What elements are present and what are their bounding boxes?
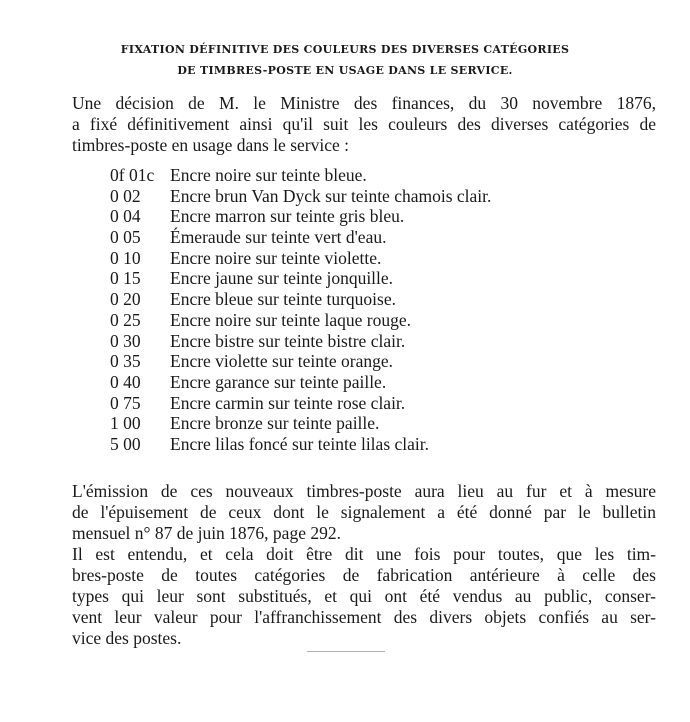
stamp-value: 0 05: [110, 227, 141, 248]
intro-line: a fixé définitivement ainsi qu'il suit les couleurs des diverses catégories de: [72, 114, 656, 134]
stamp-value: 0 30: [110, 330, 141, 351]
list-item: [110, 372, 491, 393]
stamp-value: 0f 01c: [110, 165, 155, 185]
stamp-color: Encre bronze sur teinte paille.: [170, 413, 380, 434]
list-item: [110, 434, 491, 455]
stamp-color: Encre noire sur teinte bleue.: [170, 165, 367, 185]
list-item: [110, 268, 491, 289]
list-item: [110, 393, 491, 414]
stamp-value: 0 10: [110, 247, 141, 268]
heading-line-2: DE TIMBRES-POSTE EN USAGE DANS LE SERVICE.: [177, 64, 513, 77]
list-item: [110, 289, 491, 310]
list-item: [110, 206, 491, 227]
paragraph-line: mensuel n° 87 de juin 1876, page 292.: [72, 523, 341, 543]
list-item: [110, 331, 491, 352]
paragraph-line: vent leur valeur pour l'affranchissement des divers objets confiés au ser-: [72, 607, 656, 627]
heading-line-1: FIXATION DÉFINITIVE DES COULEURS DES DIVERSES CATÉGORIES: [120, 43, 570, 56]
list-item: [110, 413, 491, 434]
list-item: [110, 310, 491, 331]
stamp-color: Encre bleue sur teinte turquoise.: [170, 289, 396, 310]
paragraph-line: de l'épuisement de ceux dont le signalement a été donné par le bulletin: [72, 502, 656, 522]
stamp-color-list: [110, 165, 491, 455]
stamp-color: Encre jaune sur teinte jonquille.: [170, 268, 394, 289]
stamp-color: Encre violette sur teinte orange.: [170, 351, 394, 372]
intro-paragraph: [72, 93, 656, 156]
list-item: [110, 165, 491, 186]
emission-paragraph: [72, 481, 656, 544]
list-item: [110, 186, 491, 207]
list-item: [110, 248, 491, 269]
stamp-color: Encre noire sur teinte violette.: [170, 247, 382, 268]
stamp-color: Encre brun Van Dyck sur teinte chamois clair.: [170, 185, 492, 206]
paragraph-line: bres-poste de toutes catégories de fabrication antérieure à celle des: [72, 565, 656, 585]
stamp-color: Encre noire sur teinte laque rouge.: [170, 309, 412, 330]
list-item: [110, 227, 491, 248]
stamp-value: 0 75: [110, 392, 141, 413]
paragraph-line: Il est entendu, et cela doit être dit une fois pour toutes, que les tim-: [72, 544, 656, 564]
list-item: [110, 351, 491, 372]
stamp-value: 1 00: [110, 413, 141, 434]
validity-paragraph: [72, 544, 656, 649]
paragraph-line: types qui leur sont substitués, et qui ont été vendus au public, conser-: [72, 586, 656, 606]
stamp-value: 0 04: [110, 206, 141, 227]
paragraph-line: L'émission de ces nouveaux timbres-poste aura lieu au fur et à mesure: [72, 481, 656, 501]
stamp-color: Encre marron sur teinte gris bleu.: [170, 206, 405, 227]
intro-line: Une décision de M. le Ministre des finances, du 30 novembre 1876,: [72, 93, 656, 113]
stamp-value: 5 00: [110, 433, 141, 454]
stamp-value: 0 02: [110, 185, 141, 206]
closing-rule: [307, 651, 385, 652]
stamp-value: 0 40: [110, 371, 141, 392]
stamp-color: Encre bistre sur teinte bistre clair.: [170, 330, 406, 351]
stamp-color: Émeraude sur teinte vert d'eau.: [170, 227, 387, 248]
intro-line: timbres-poste en usage dans le service :: [72, 135, 349, 155]
paragraph-line: vice des postes.: [72, 628, 182, 648]
stamp-color: Encre lilas foncé sur teinte lilas clair.: [170, 433, 429, 454]
stamp-color: Encre garance sur teinte paille.: [170, 371, 387, 392]
stamp-value: 0 35: [110, 351, 141, 372]
stamp-value: 0 25: [110, 309, 141, 330]
stamp-color: Encre carmin sur teinte rose clair.: [170, 392, 406, 413]
stamp-value: 0 15: [110, 268, 141, 289]
stamp-value: 0 20: [110, 289, 141, 310]
